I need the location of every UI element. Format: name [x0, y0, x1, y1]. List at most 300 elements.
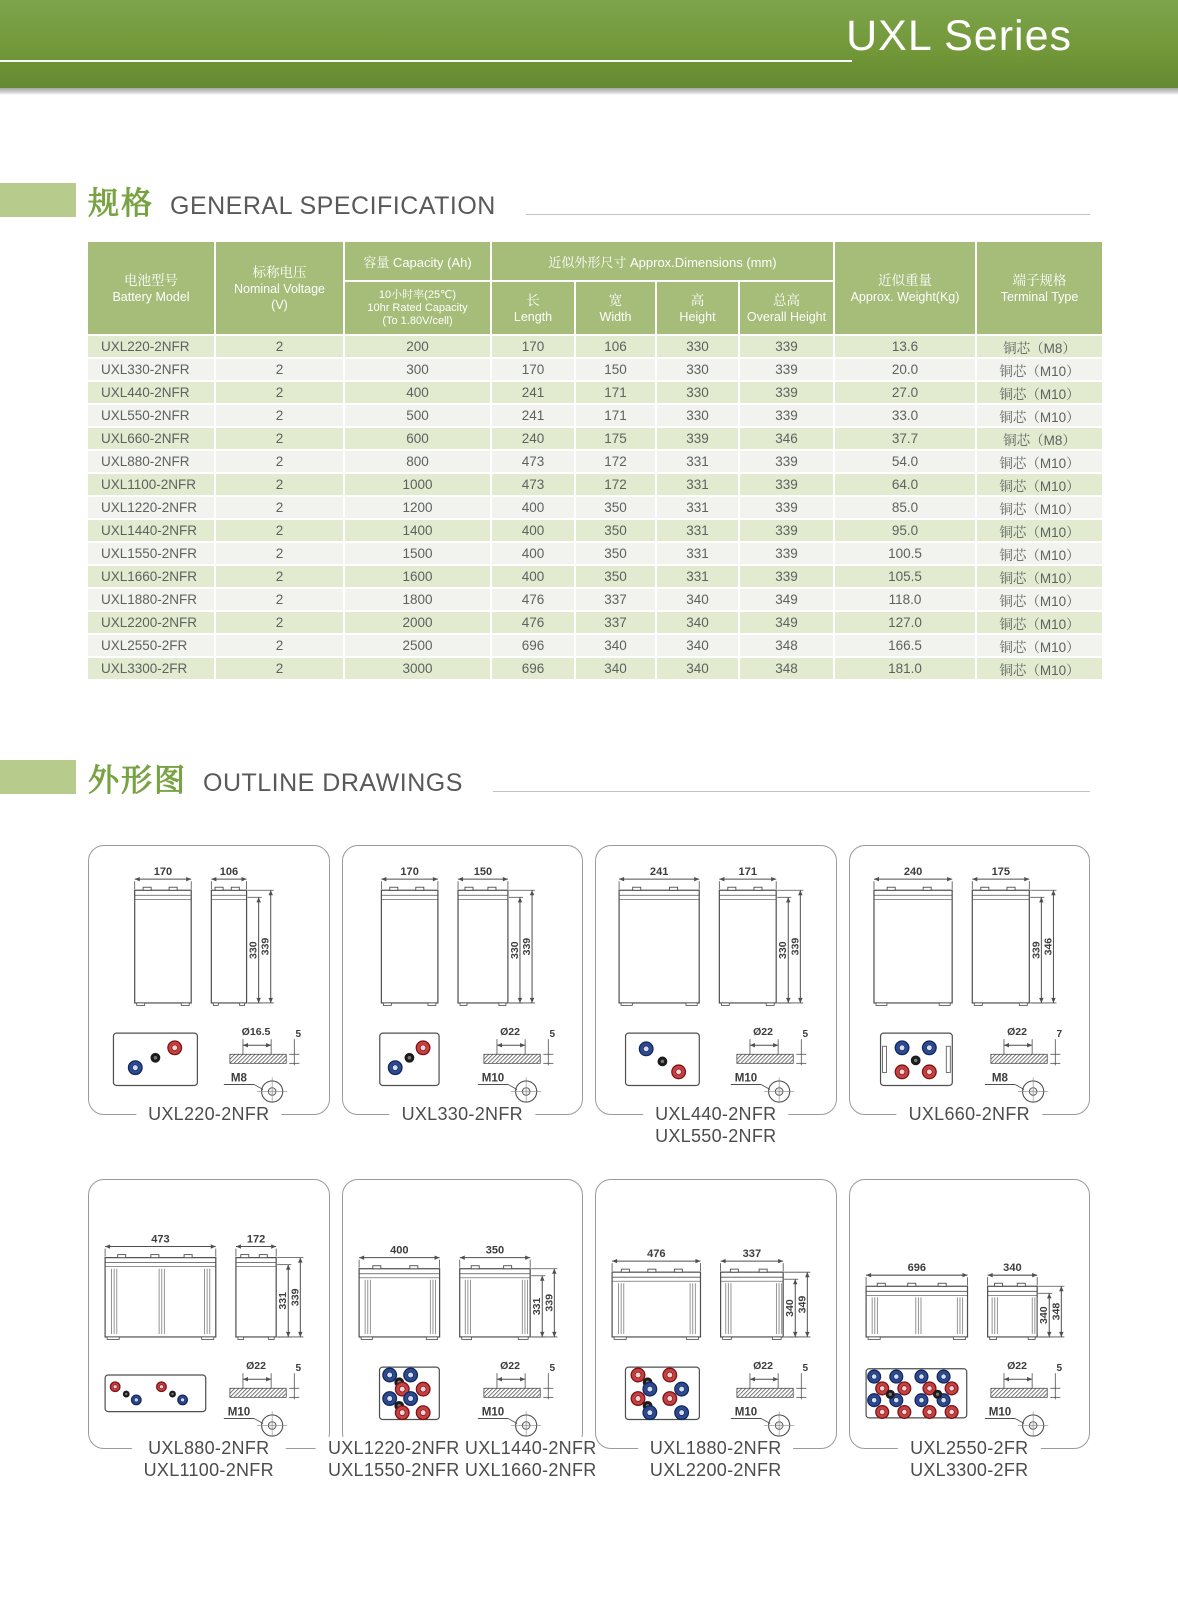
table-cell: 339	[740, 543, 833, 564]
table-cell: 铜芯（M10）	[977, 520, 1102, 541]
svg-text:5: 5	[295, 1029, 302, 1041]
table-cell: 2	[216, 428, 343, 449]
table-cell: 铜芯（M10）	[977, 382, 1102, 403]
table-cell: 20.0	[835, 359, 975, 380]
table-cell: 350	[576, 566, 655, 587]
table-cell: 340	[657, 658, 738, 679]
table-cell: UXL3300-2FR	[88, 658, 214, 679]
table-cell: 2000	[345, 612, 490, 633]
outline-drawing-svg	[343, 1184, 583, 1442]
svg-text:340: 340	[784, 1299, 797, 1317]
table-cell: 2	[216, 336, 343, 357]
table-cell: 473	[492, 474, 574, 495]
outline-panel	[595, 845, 837, 1146]
table-cell: 铜芯（M10）	[977, 612, 1102, 633]
svg-text:330: 330	[508, 941, 521, 959]
table-cell: 2	[216, 612, 343, 633]
outline-panel	[849, 845, 1091, 1124]
svg-text:M10: M10	[734, 1072, 758, 1085]
svg-text:Ø22: Ø22	[753, 1360, 774, 1373]
table-cell: UXL1220-2NFR	[88, 497, 214, 518]
table-row	[88, 405, 1102, 426]
terminal-detail	[477, 1026, 555, 1105]
table-cell: 241	[492, 405, 574, 426]
col-header-dimensions-group: 近似外形尺寸 Approx.Dimensions (mm)	[492, 242, 833, 280]
table-row	[88, 612, 1102, 633]
table-row	[88, 451, 1102, 472]
top-view	[626, 1033, 700, 1085]
table-cell: 339	[740, 566, 833, 587]
table-cell: 150	[576, 359, 655, 380]
spec-table-body	[88, 336, 1102, 679]
table-cell: 95.0	[835, 520, 975, 541]
table-cell: 331	[657, 520, 738, 541]
svg-text:240: 240	[903, 866, 922, 879]
svg-text:339: 339	[259, 937, 272, 956]
table-cell: 106	[576, 336, 655, 357]
panel-caption-line: UXL440-2NFR	[655, 1104, 777, 1124]
table-cell: 350	[576, 497, 655, 518]
table-cell: 铜芯（M10）	[977, 474, 1102, 495]
svg-text:M8: M8	[230, 1072, 247, 1085]
svg-text:346: 346	[1041, 937, 1054, 956]
table-cell: 349	[740, 612, 833, 633]
svg-text:172: 172	[246, 1233, 266, 1246]
terminal-detail	[477, 1360, 555, 1439]
col-header-width: 宽 Width	[576, 282, 655, 334]
table-cell: 2	[216, 566, 343, 587]
terminal-detail	[984, 1026, 1062, 1105]
table-cell: 1800	[345, 589, 490, 610]
table-cell: 330	[657, 405, 738, 426]
panel-caption	[390, 1103, 535, 1125]
svg-text:696: 696	[907, 1262, 926, 1275]
table-row	[88, 543, 1102, 564]
table-cell: 3000	[345, 658, 490, 679]
svg-text:337: 337	[742, 1248, 762, 1261]
svg-text:M10: M10	[481, 1406, 504, 1419]
table-cell: UXL1880-2NFR	[88, 589, 214, 610]
table-cell: 铜芯（M10）	[977, 589, 1102, 610]
svg-text:5: 5	[549, 1363, 555, 1375]
svg-text:5: 5	[549, 1029, 555, 1041]
table-cell: 铜芯（M10）	[977, 543, 1102, 564]
table-cell: 339	[740, 497, 833, 518]
table-cell: 171	[576, 405, 655, 426]
table-cell: 铜芯（M10）	[977, 359, 1102, 380]
top-view	[625, 1367, 699, 1419]
table-cell: 400	[492, 497, 574, 518]
panel-caption	[897, 1103, 1042, 1125]
table-cell: 铜芯（M10）	[977, 635, 1102, 656]
svg-text:340: 340	[1002, 1262, 1022, 1275]
table-cell: 2	[216, 635, 343, 656]
outline-drawing-svg	[89, 850, 329, 1108]
outline-drawing-svg	[89, 1184, 329, 1442]
table-cell: 2	[216, 405, 343, 426]
svg-text:M10: M10	[988, 1406, 1011, 1419]
table-cell: UXL440-2NFR	[88, 382, 214, 403]
table-cell: 350	[576, 520, 655, 541]
table-cell: 337	[576, 589, 655, 610]
table-row	[88, 497, 1102, 518]
table-cell: 1200	[345, 497, 490, 518]
col-header-weight: 近似重量 Approx. Weight(Kg)	[835, 242, 975, 334]
svg-text:339: 339	[542, 1294, 555, 1312]
terminal-detail	[224, 1360, 302, 1439]
table-row	[88, 566, 1102, 587]
table-cell: 400	[492, 520, 574, 541]
section-accent-block	[0, 183, 76, 217]
section-title-en: OUTLINE DRAWINGS	[203, 769, 463, 797]
table-cell: 476	[492, 589, 574, 610]
table-cell: 铜芯（M10）	[977, 658, 1102, 679]
table-cell: 348	[740, 658, 833, 679]
svg-text:339: 339	[1029, 941, 1042, 959]
table-cell: 64.0	[835, 474, 975, 495]
table-cell: 400	[492, 566, 574, 587]
svg-text:171: 171	[738, 866, 757, 879]
svg-text:M10: M10	[227, 1406, 251, 1419]
table-cell: 2	[216, 520, 343, 541]
panel-caption-line: UXL2550-2FR	[910, 1438, 1029, 1458]
side-view	[719, 866, 803, 1005]
table-cell: 331	[657, 543, 738, 564]
front-view	[135, 866, 192, 1005]
table-row	[88, 589, 1102, 610]
col-header-nominal-voltage: 标称电压 Nominal Voltage (V)	[216, 242, 343, 334]
terminal-detail	[731, 1026, 809, 1105]
table-cell: 349	[740, 589, 833, 610]
table-cell: 346	[740, 428, 833, 449]
table-cell: 340	[576, 635, 655, 656]
svg-text:M10: M10	[481, 1072, 504, 1085]
outline-drawing-svg	[850, 1184, 1090, 1442]
svg-text:Ø22: Ø22	[499, 1360, 520, 1373]
outline-panels-row-1	[88, 845, 1090, 1146]
table-cell: 1600	[345, 566, 490, 587]
table-cell: 1400	[345, 520, 490, 541]
svg-text:Ø16.5: Ø16.5	[241, 1026, 271, 1039]
table-cell: 54.0	[835, 451, 975, 472]
outline-drawing-svg	[850, 850, 1090, 1108]
panel-caption-line: UXL880-2NFR	[148, 1438, 270, 1458]
outline-panel	[342, 845, 584, 1124]
svg-text:7: 7	[1056, 1029, 1062, 1041]
svg-text:350: 350	[485, 1244, 504, 1257]
table-cell: 339	[740, 474, 833, 495]
terminal-detail	[731, 1360, 809, 1439]
terminal-detail	[224, 1026, 302, 1105]
col-header-terminal: 端子规格 Terminal Type	[977, 242, 1102, 334]
table-cell: 100.5	[835, 543, 975, 564]
front-view	[873, 866, 951, 1005]
table-cell: 348	[740, 635, 833, 656]
outline-panel	[849, 1179, 1091, 1480]
panel-caption	[898, 1437, 1040, 1481]
panel-caption	[132, 1437, 286, 1481]
top-view	[379, 1367, 439, 1419]
svg-text:175: 175	[991, 866, 1010, 879]
svg-text:340: 340	[1037, 1306, 1050, 1324]
table-cell: 37.7	[835, 428, 975, 449]
table-cell: 339	[657, 428, 738, 449]
svg-text:331: 331	[277, 1292, 290, 1310]
svg-text:473: 473	[151, 1233, 170, 1246]
table-cell: 2500	[345, 635, 490, 656]
table-cell: 105.5	[835, 566, 975, 587]
top-view	[113, 1033, 197, 1085]
outline-drawing-svg	[596, 850, 836, 1108]
table-row	[88, 520, 1102, 541]
table-cell: 300	[345, 359, 490, 380]
table-cell: UXL220-2NFR	[88, 336, 214, 357]
table-cell: 500	[345, 405, 490, 426]
table-cell: 331	[657, 566, 738, 587]
table-cell: 175	[576, 428, 655, 449]
col-header-height: 高 Height	[657, 282, 738, 334]
top-view	[866, 1369, 967, 1419]
svg-text:5: 5	[1056, 1363, 1062, 1375]
table-cell: 330	[657, 336, 738, 357]
svg-text:330: 330	[777, 941, 790, 959]
table-cell: 340	[657, 612, 738, 633]
panel-caption-line: UXL550-2NFR	[655, 1126, 777, 1146]
col-header-battery-model: 电池型号 Battery Model	[88, 242, 214, 334]
outline-drawing-svg	[596, 1184, 836, 1442]
table-cell: UXL1100-2NFR	[88, 474, 214, 495]
table-cell: UXL1550-2NFR	[88, 543, 214, 564]
terminal-detail	[984, 1360, 1062, 1439]
svg-text:339: 339	[289, 1288, 302, 1307]
panel-caption	[643, 1103, 788, 1147]
svg-text:106: 106	[219, 866, 239, 879]
panel-caption-line: UXL660-2NFR	[908, 1104, 1030, 1124]
svg-text:331: 331	[530, 1297, 543, 1316]
table-cell: 172	[576, 451, 655, 472]
table-cell: 2	[216, 543, 343, 564]
svg-text:349: 349	[796, 1295, 809, 1314]
svg-text:5: 5	[802, 1029, 809, 1041]
col-header-capacity-group: 容量 Capacity (Ah)	[345, 242, 490, 280]
table-cell: 339	[740, 520, 833, 541]
table-cell: 铜芯（M8）	[977, 428, 1102, 449]
header-row-1	[88, 242, 1102, 280]
table-cell: UXL330-2NFR	[88, 359, 214, 380]
table-row	[88, 658, 1102, 679]
table-cell: 330	[657, 382, 738, 403]
svg-text:Ø22: Ø22	[1006, 1360, 1027, 1373]
svg-text:5: 5	[802, 1363, 809, 1375]
outline-panel	[595, 1179, 837, 1480]
table-cell: 339	[740, 405, 833, 426]
table-cell: UXL1660-2NFR	[88, 566, 214, 587]
table-cell: 331	[657, 451, 738, 472]
svg-text:Ø22: Ø22	[753, 1026, 774, 1039]
section-rule	[526, 214, 1090, 215]
side-view	[236, 1234, 303, 1340]
table-cell: 331	[657, 474, 738, 495]
front-view	[612, 1248, 700, 1339]
svg-text:339: 339	[520, 937, 533, 956]
svg-text:Ø22: Ø22	[1006, 1026, 1027, 1039]
front-view	[619, 866, 699, 1005]
front-view	[381, 866, 438, 1005]
section-rule	[493, 791, 1090, 792]
outline-panel	[88, 845, 330, 1124]
panel-caption-line: UXL1550-2NFR UXL1660-2NFR	[327, 1460, 597, 1480]
table-cell: 2	[216, 658, 343, 679]
table-row	[88, 428, 1102, 449]
table-cell: 339	[740, 451, 833, 472]
table-cell: 166.5	[835, 635, 975, 656]
panel-caption-line: UXL2200-2NFR	[649, 1460, 782, 1480]
table-cell: UXL2200-2NFR	[88, 612, 214, 633]
side-view	[211, 866, 273, 1005]
table-cell: 241	[492, 382, 574, 403]
col-header-capacity-sub: 10小时率(25℃) 10hr Rated Capacity (To 1.80V/cell)	[345, 282, 490, 334]
section-accent-block	[0, 760, 76, 794]
svg-text:M8: M8	[991, 1072, 1008, 1085]
panel-caption-line: UXL330-2NFR	[401, 1104, 523, 1124]
table-cell: 400	[345, 382, 490, 403]
col-header-length: 长 Length	[492, 282, 574, 334]
outline-panel	[88, 1179, 330, 1480]
outline-panel	[327, 1179, 597, 1480]
table-row	[88, 382, 1102, 403]
top-view	[379, 1033, 438, 1085]
svg-text:150: 150	[473, 866, 492, 879]
section-title-en: GENERAL SPECIFICATION	[170, 192, 496, 220]
side-view	[987, 1262, 1064, 1339]
svg-text:339: 339	[789, 937, 802, 956]
panel-caption-line: UXL1100-2NFR	[143, 1460, 274, 1480]
svg-text:348: 348	[1049, 1302, 1062, 1321]
table-cell: UXL660-2NFR	[88, 428, 214, 449]
svg-text:5: 5	[295, 1363, 302, 1375]
table-row	[88, 474, 1102, 495]
table-cell: 118.0	[835, 589, 975, 610]
table-cell: 339	[740, 382, 833, 403]
svg-text:Ø22: Ø22	[499, 1026, 520, 1039]
header-band	[0, 0, 1178, 88]
table-cell: 170	[492, 359, 574, 380]
top-view	[105, 1375, 206, 1412]
panel-caption-line: UXL220-2NFR	[148, 1104, 270, 1124]
series-title: UXL Series	[846, 12, 1072, 60]
table-cell: 172	[576, 474, 655, 495]
panel-caption	[638, 1437, 794, 1481]
table-cell: 340	[657, 589, 738, 610]
side-view	[721, 1248, 811, 1339]
table-cell: 473	[492, 451, 574, 472]
header-shadow	[0, 88, 1178, 95]
table-cell: 696	[492, 658, 574, 679]
panel-caption-line: UXL1880-2NFR	[649, 1438, 782, 1458]
svg-text:M10: M10	[734, 1406, 758, 1419]
table-cell: 340	[657, 635, 738, 656]
table-cell: 2	[216, 589, 343, 610]
table-cell: 127.0	[835, 612, 975, 633]
table-cell: 铜芯（M8）	[977, 336, 1102, 357]
panel-caption-line: UXL1220-2NFR UXL1440-2NFR	[327, 1438, 597, 1458]
table-cell: UXL880-2NFR	[88, 451, 214, 472]
table-cell: 1500	[345, 543, 490, 564]
table-cell: 171	[576, 382, 655, 403]
table-cell: 27.0	[835, 382, 975, 403]
table-cell: 181.0	[835, 658, 975, 679]
table-cell: 476	[492, 612, 574, 633]
table-cell: 1000	[345, 474, 490, 495]
panel-caption	[316, 1437, 609, 1481]
table-cell: 696	[492, 635, 574, 656]
table-cell: 2	[216, 451, 343, 472]
table-cell: UXL2550-2FR	[88, 635, 214, 656]
header-divider-line	[0, 60, 852, 62]
svg-text:241: 241	[649, 866, 669, 879]
front-view	[105, 1234, 216, 1340]
col-header-overall-height: 总高 Overall Height	[740, 282, 833, 334]
table-cell: 339	[740, 359, 833, 380]
table-cell: 350	[576, 543, 655, 564]
table-cell: 铜芯（M10）	[977, 451, 1102, 472]
table-cell: 170	[492, 336, 574, 357]
table-cell: UXL1440-2NFR	[88, 520, 214, 541]
svg-text:476: 476	[647, 1248, 666, 1261]
table-cell: 33.0	[835, 405, 975, 426]
outline-panels-row-2	[88, 1179, 1090, 1480]
svg-text:170: 170	[153, 866, 173, 879]
svg-text:330: 330	[247, 941, 260, 959]
table-cell: 340	[576, 658, 655, 679]
top-view	[880, 1033, 952, 1085]
svg-text:170: 170	[399, 866, 419, 879]
spec-table	[86, 240, 1104, 681]
table-cell: 600	[345, 428, 490, 449]
front-view	[866, 1262, 967, 1339]
table-cell: 铜芯（M10）	[977, 566, 1102, 587]
table-cell: 400	[492, 543, 574, 564]
section-outline-heading	[88, 755, 1090, 799]
section-spec-heading	[88, 178, 1090, 222]
table-row	[88, 336, 1102, 357]
svg-text:400: 400	[389, 1244, 409, 1257]
table-row	[88, 359, 1102, 380]
side-view	[458, 866, 535, 1005]
section-title-zh: 规格	[88, 186, 154, 221]
table-cell: 240	[492, 428, 574, 449]
table-cell: 337	[576, 612, 655, 633]
table-cell: 2	[216, 497, 343, 518]
table-cell: 铜芯（M10）	[977, 497, 1102, 518]
table-cell: 2	[216, 359, 343, 380]
table-cell: 13.6	[835, 336, 975, 357]
table-cell: 800	[345, 451, 490, 472]
table-cell: 330	[657, 359, 738, 380]
table-cell: 2	[216, 474, 343, 495]
panel-caption-line: UXL3300-2FR	[910, 1460, 1029, 1480]
table-cell: 331	[657, 497, 738, 518]
section-title-zh: 外形图	[88, 763, 187, 798]
side-view	[972, 866, 1056, 1005]
svg-text:Ø22: Ø22	[246, 1360, 267, 1373]
panel-caption	[136, 1103, 281, 1125]
table-cell: UXL550-2NFR	[88, 405, 214, 426]
table-cell: 339	[740, 336, 833, 357]
side-view	[459, 1245, 557, 1340]
front-view	[359, 1245, 440, 1340]
table-row	[88, 635, 1102, 656]
